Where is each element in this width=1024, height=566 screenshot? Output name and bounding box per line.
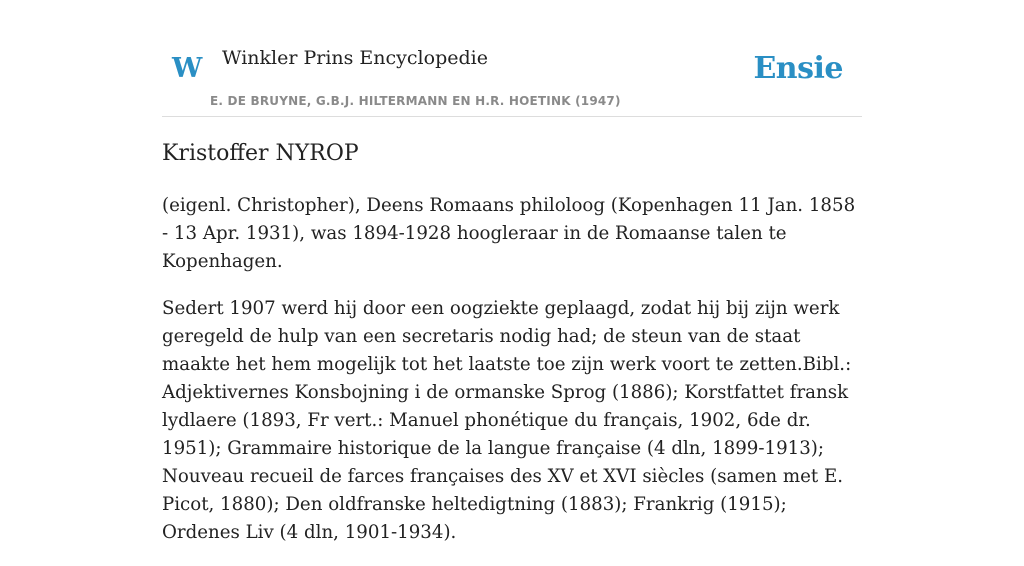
- source-title[interactable]: Winkler Prins Encyclopedie: [222, 47, 488, 69]
- ensie-logo[interactable]: Ensie: [753, 51, 843, 86]
- entry-paragraph: Sedert 1907 werd hij door een oogziekte geplaagd, zodat hij bij zijn werk geregeld de hulp van een secretaris nodig had; de steun van de staat maakte het hem mogelijk tot het laatste toe zijn werk voort te zetten.Bibl.: Adjektivernes Konsbojning i de ormanske Sprog (1886); Korstfattet fransk lydlaere (1893, Fr vert.: Manuel phonétique du français, 1902, 6de dr. 1951); Grammaire historique de la langue française (4 dln, 1899-1913); Nouveau recueil de farces françaises des XV et XVI siècles (samen met E. Picot, 1880); Den oldfranske heltedigtning (1883); Frankrig (1915); Ordenes Liv (4 dln, 1901-1934).: [162, 298, 852, 543]
- entry-content: [162, 192, 862, 566]
- entry-title: Kristoffer NYROP: [162, 141, 359, 166]
- source-authors: E. DE BRUYNE, G.B.J. HILTERMANN EN H.R. HOETINK (1947): [210, 94, 621, 108]
- article-page: [162, 0, 862, 543]
- winkler-prins-logo[interactable]: W: [172, 53, 203, 84]
- entry-paragraph: (eigenl. Christopher), Deens Romaans philoloog (Kopenhagen 11 Jan. 1858 - 13 Apr. 1931), was 1894-1928 hoogleraar in de Romaanse talen te Kopenhagen.: [162, 195, 856, 272]
- source-header: [162, 0, 862, 117]
